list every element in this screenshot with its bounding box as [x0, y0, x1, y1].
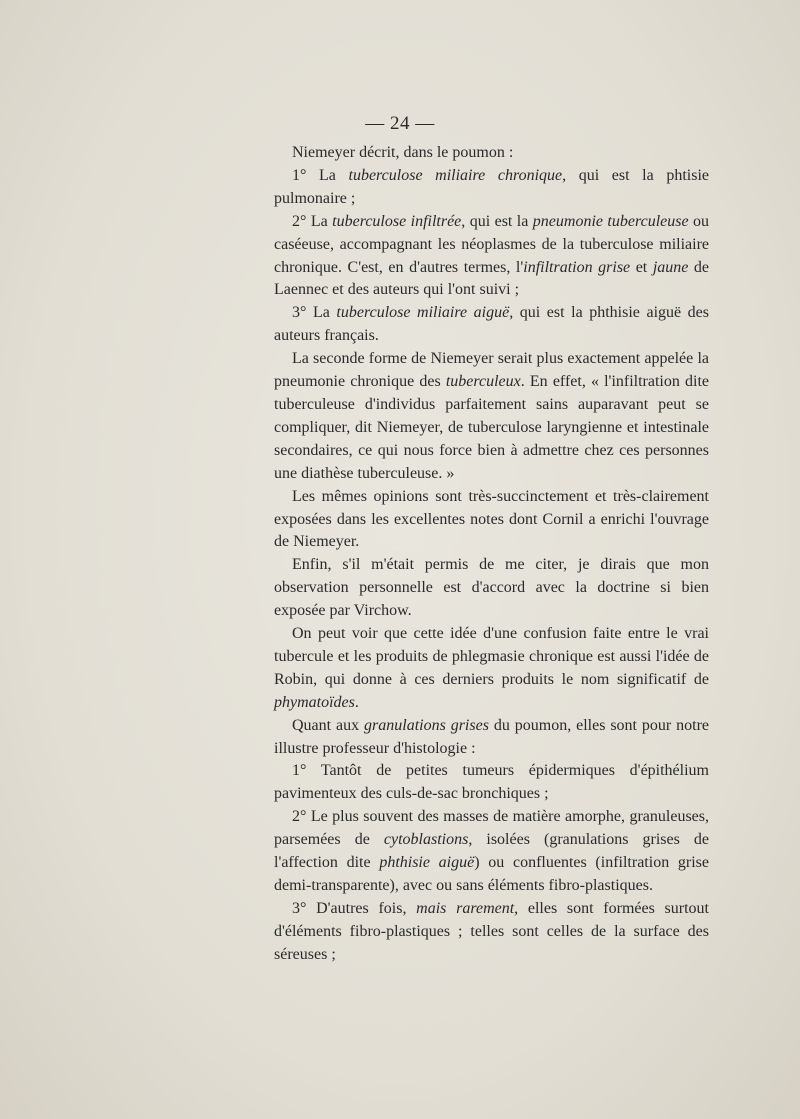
- text-run: , isolées (granulations grises de l'affection dite: [274, 831, 709, 872]
- italic-run: mais rarement: [416, 899, 515, 917]
- text-run: On peut voir que cette idée d'une confusion faite entre le vrai tubercule et les produits de phlegmasie chronique est aussi l'idée de Robin, qui donne à ces derniers produits le nom significatif de: [274, 625, 709, 688]
- paragraph: [274, 554, 709, 623]
- text-run: , qui est la phthisie aiguë des auteurs français.: [274, 304, 710, 345]
- paragraph: [274, 348, 709, 485]
- paragraph: [274, 302, 709, 348]
- italic-run: tuberculose miliaire aiguë: [336, 304, 510, 322]
- page-number: — 24 —: [365, 113, 435, 134]
- text-run: , elles sont formées surtout d'éléments fibro-plastiques ; telles sont celles de la surface des séreuses ;: [274, 899, 709, 963]
- text-run: , qui est la: [461, 212, 533, 230]
- paragraph: [274, 806, 709, 898]
- text-run: et: [630, 258, 653, 276]
- italic-run: jaune: [652, 258, 689, 276]
- text-run: de Laennec et des auteurs qui l'ont suivi ;: [274, 258, 710, 299]
- paragraph: [274, 165, 709, 211]
- italic-run: phymatoïdes: [274, 693, 355, 711]
- text-run: , qui est la phtisie pulmonaire ;: [274, 166, 709, 207]
- text-run: Niemeyer décrit, dans le poumon :: [292, 144, 514, 161]
- italic-run: pneumonie tuberculeuse: [532, 212, 689, 230]
- paragraph: [274, 898, 709, 967]
- text-run: du poumon, elles sont pour notre illustre professeur d'histologie :: [274, 716, 710, 757]
- italic-run: infiltration grise: [523, 258, 631, 276]
- text-run: 1° La: [292, 166, 349, 184]
- italic-run: tuberculose infiltrée: [332, 212, 462, 230]
- text-run: Quant aux: [292, 716, 365, 734]
- paragraph: [274, 211, 709, 303]
- text-run: 2° Le plus souvent des masses de matière amorphe, granuleuses, parsemées de: [274, 808, 709, 849]
- text-run: . En effet, « l'infiltration dite tuberculeuse d'individus parfaitement sains auparavant peut se compliquer, dit Niemeyer, de tuberculose laryngienne et intestinale secondaires, ce qui nous force bien à admettre chez ces personnes une diathèse tuberculeuse. »: [274, 373, 709, 482]
- text-run: 3° La: [292, 304, 337, 322]
- paragraph: [274, 142, 709, 165]
- paragraph: [274, 486, 709, 555]
- text-run: 2° La: [292, 212, 333, 230]
- text-run: La seconde forme de Niemeyer serait plus exactement appelée la pneumonie chronique des: [274, 350, 709, 391]
- text-run: Enfin, s'il m'était permis de me citer, je dirais que mon observation personnelle est d'accord avec la doctrine si bien exposée par Virchow.: [274, 556, 709, 620]
- italic-run: phthisie aiguë: [379, 854, 475, 872]
- italic-run: tuberculose miliaire chronique: [348, 166, 563, 184]
- paragraph: [274, 715, 709, 761]
- text-run: .: [354, 693, 359, 711]
- italic-run: tuberculeux: [445, 373, 521, 391]
- paragraph: [274, 623, 709, 715]
- text-run: Les mêmes opinions sont très-succinctement et très-clairement exposées dans les excellentes notes dont Cornil a enrichi l'ouvrage de Niemeyer.: [274, 487, 709, 551]
- text-run: ou caséeuse, accompagnant les néoplasmes de la tuberculose miliaire chronique. C'est, en d'autres termes, l': [274, 212, 710, 276]
- text-run: 1° Tantôt de petites tumeurs épidermiques d'épithélium pavimenteux des culs-de-sac bronchiques ;: [274, 762, 709, 803]
- text-run: ) ou confluentes (infiltration grise demi-transparente), avec ou sans éléments fibro-plastiques.: [274, 854, 710, 894]
- body-text: [274, 142, 709, 967]
- text-run: 3° D'autres fois,: [292, 899, 417, 917]
- paragraph: [274, 760, 709, 806]
- italic-run: cytoblastions: [383, 831, 469, 849]
- italic-run: granulations grises: [364, 716, 489, 734]
